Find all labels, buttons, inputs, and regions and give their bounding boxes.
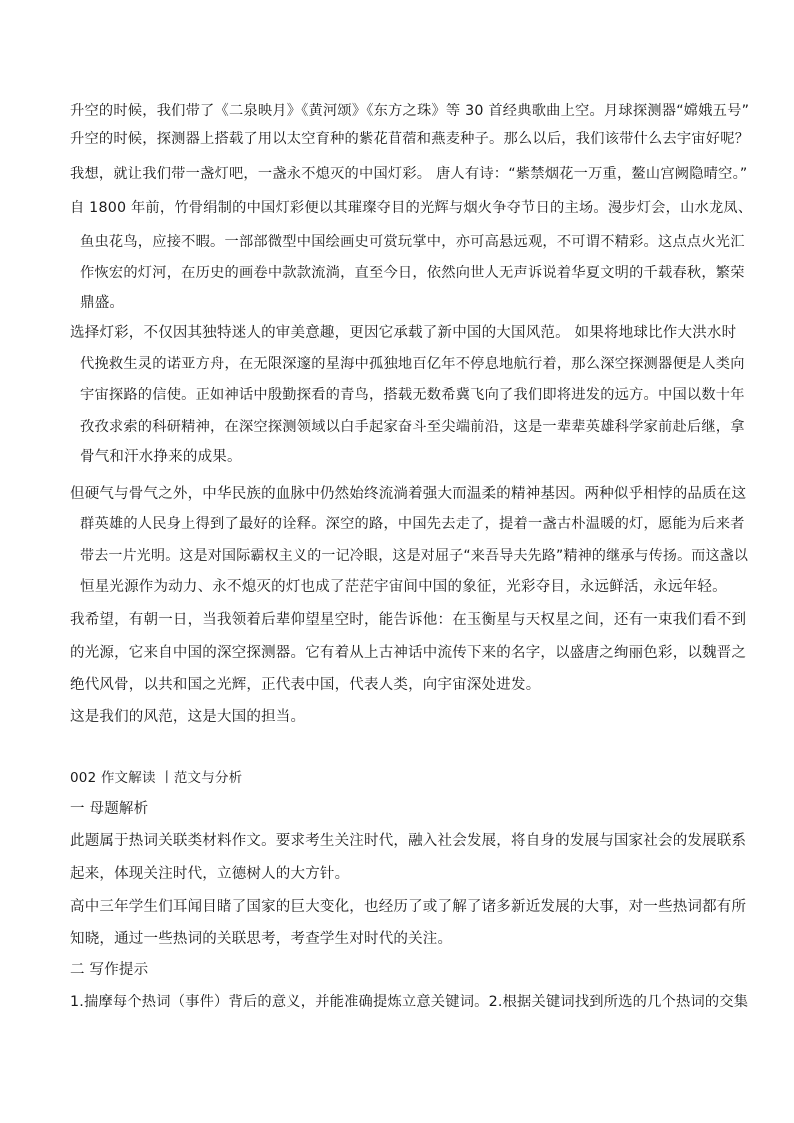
essay-line: 但硬气与骨气之外，中华民族的血脉中仍然始终流淌着强大而温柔的精神基因。两种似乎相悖的品质在这 bbox=[70, 486, 747, 502]
essay-line: 我希望，有朝一日，当我领着后辈仰望星空时，能告诉他：在玉衡星与天权星之间，还有一束我们看不到 bbox=[70, 612, 747, 628]
analysis-line: 此题属于热词关联类材料作文。要求考生关注时代，融入社会发展，将自身的发展与国家社会的发展联系 bbox=[70, 833, 747, 849]
essay-line: 鱼虫花鸟，应接不暇。一部部微型中国绘画史可赏玩掌中，亦可高悬远观，不可谓不精彩。这点点火光汇 bbox=[80, 234, 745, 250]
essay-line: 鼎盛。 bbox=[80, 295, 125, 311]
analysis-line: 起来，体现关注时代，立德树人的大方针。 bbox=[70, 866, 350, 882]
essay-line: 我想，就让我们带一盏灯吧，一盏永不熄灭的中国灯彩。 唐人有诗：“紫禁烟花一万重，鳌山宫阙隐晴空。” bbox=[70, 166, 748, 182]
essay-line: 自 1800 年前，竹骨绢制的中国灯彩便以其璀璨夺目的光辉与烟火争夺节日的主场。漫步灯会，山水龙凤、 bbox=[70, 200, 753, 216]
section-heading: 002 作文解读 丨范文与分析 bbox=[70, 770, 243, 786]
essay-line: 带去一片光明。这是对国际霸权主义的一记冷眼，这是对屈子“来吾导夫先路”精神的继承与传扬。而这盏以 bbox=[80, 548, 749, 564]
essay-line: 代挽救生灵的诺亚方舟，在无限深邃的星海中孤独地百亿年不停息地航行着，那么深空探测器便是人类向 bbox=[80, 356, 745, 372]
essay-line: 升空的时候，探测器上搭载了用以太空育种的紫花苜蓿和燕麦种子。那么以后，我们该带什么去宇宙好呢？ bbox=[70, 131, 750, 147]
essay-line: 选择灯彩，不仅因其独特迷人的审美意趣，更因它承载了新中国的大国风范。 如果将地球比作大洪水时 bbox=[70, 325, 737, 341]
analysis-line: 知晓，通过一些热词的关联思考，考查学生对时代的关注。 bbox=[70, 931, 453, 947]
essay-line: 的光源，它来自中国的深空探测器。它有着从上古神话中流传下来的名字，以盛唐之绚丽色彩，以魏晋之 bbox=[70, 645, 747, 661]
essay-line: 骨气和汗水挣来的成果。 bbox=[80, 449, 242, 465]
subheading: 一 母题解析 bbox=[70, 801, 149, 817]
essay-line: 升空的时候，我们带了《二泉映月》《黄河颂》《东方之珠》等 30 首经典歌曲上空。月球探测器“嫦娥五号” bbox=[70, 103, 750, 119]
essay-line: 群英雄的人民身上得到了最好的诠释。深空的路，中国先去走了，提着一盏古朴温暖的灯，愿能为后来者 bbox=[80, 516, 745, 532]
essay-line: 孜孜求索的科研精神，在深空探测领域以白手起家奋斗至尖端前沿，这是一辈辈英雄科学家前赴后继，拿 bbox=[80, 419, 745, 435]
essay-line: 绝代风骨，以共和国之光辉，正代表中国，代表人类，向宇宙深处进发。 bbox=[70, 677, 541, 693]
subheading: 二 写作提示 bbox=[70, 962, 149, 978]
essay-line: 宇宙探路的信使。正如神话中殷勤探看的青鸟，搭载无数希冀飞向了我们即将进发的远方。中国以数十年 bbox=[80, 387, 745, 403]
analysis-line: 高中三年学生们耳闻目睹了国家的巨大变化，也经历了或了解了诸多新近发展的大事，对一些热词都有所 bbox=[70, 899, 747, 915]
essay-line: 这是我们的风范，这是大国的担当。 bbox=[70, 709, 306, 725]
essay-line: 恒星光源作为动力、永不熄灭的灯也成了茫茫宇宙间中国的象征，光彩夺目，永远鲜活，永远年轻。 bbox=[80, 579, 727, 595]
essay-line: 作恢宏的灯河，在历史的画卷中款款流淌，直至今日，依然向世人无声诉说着华夏文明的千载春秋，繁荣 bbox=[80, 265, 745, 281]
analysis-line: 1.揣摩每个热词（事件）背后的意义，并能准确提炼立意关键词。2.根据关键词找到所选的几个热词的交集 bbox=[70, 994, 749, 1010]
